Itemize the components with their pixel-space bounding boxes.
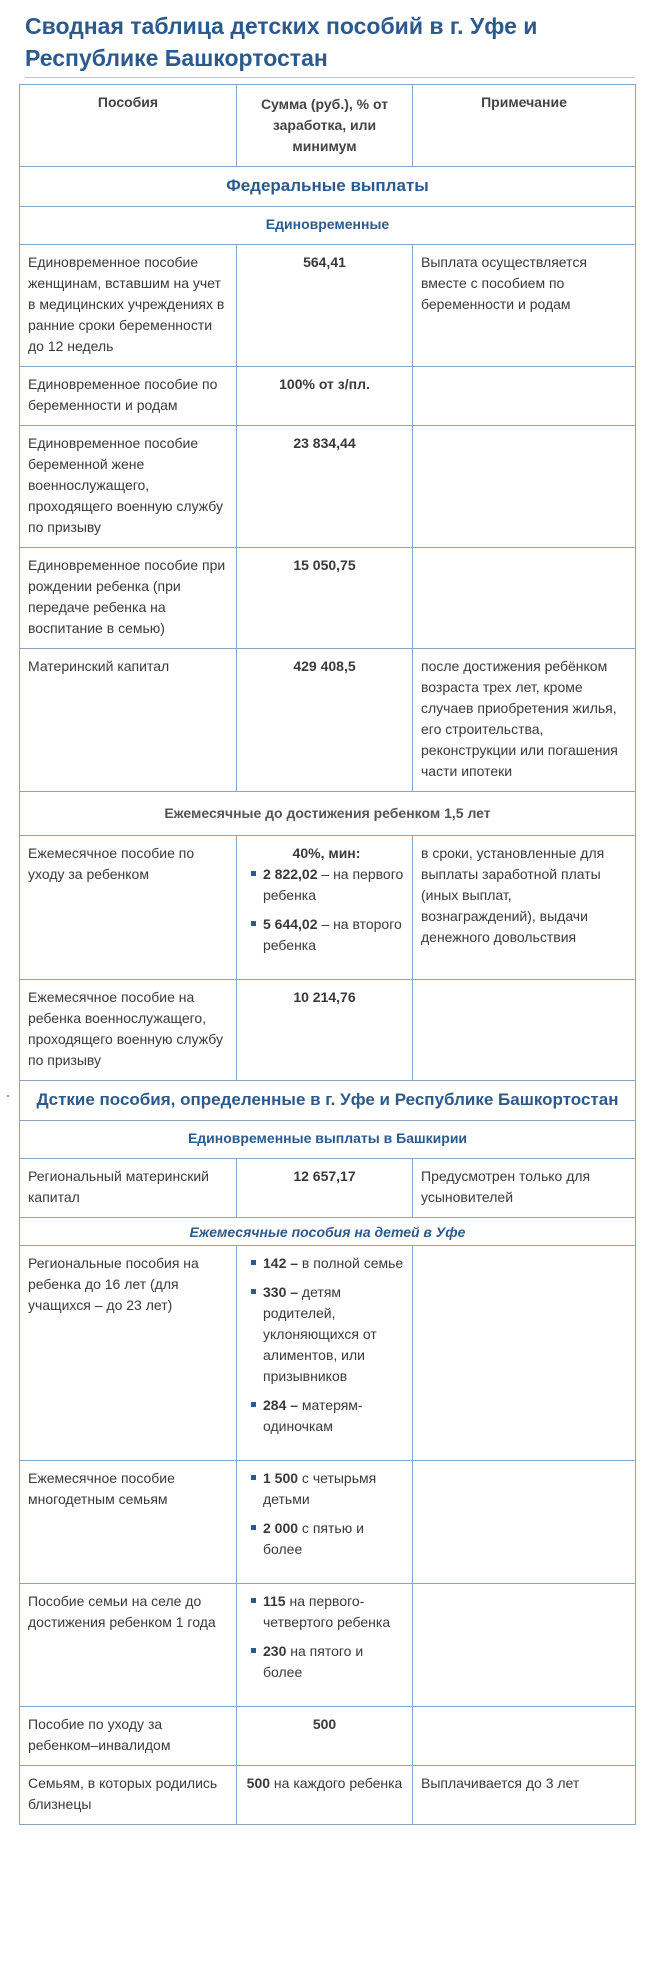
- benefit-amount: [237, 836, 413, 980]
- amount-text: с четырьмя детьми: [263, 1470, 377, 1507]
- subsection-title: Единовременные выплаты в Башкирии: [20, 1121, 636, 1159]
- subsection-federal-monthly: [20, 792, 636, 836]
- table-row: [20, 1766, 636, 1825]
- amount-text: – на второго ребенка: [263, 916, 402, 953]
- square-bullet-icon: [251, 871, 256, 876]
- benefit-note: после достижения ребёнком возраста трех лет, кроме случаев приобретения жилья, его строительства, реконструкции или погашения части ипотеки: [413, 649, 636, 792]
- table-row: [20, 1461, 636, 1584]
- amount-text: детям родителей, уклоняющихся от алиментов, или призывников: [263, 1284, 377, 1384]
- square-bullet-icon: [251, 1525, 256, 1530]
- benefit-note: Предусмотрен только для усыновителей: [413, 1159, 636, 1218]
- table-row: [20, 426, 636, 548]
- square-bullet-icon: [251, 1475, 256, 1480]
- list-item: [249, 1395, 404, 1437]
- amount-text: с пятью и более: [263, 1520, 364, 1557]
- square-bullet-icon: [251, 1260, 256, 1265]
- subsection-title: Ежемесячные до достижения ребенком 1,5 лет: [20, 792, 636, 836]
- table-row: [20, 367, 636, 426]
- square-bullet-icon: [251, 1402, 256, 1407]
- square-bullet-icon: [251, 921, 256, 926]
- benefit-name: Пособие семьи на селе до достижения ребенком 1 года: [20, 1584, 237, 1707]
- amount-text: в полной семье: [298, 1255, 404, 1271]
- table-row: [20, 1707, 636, 1766]
- list-item: [249, 1641, 404, 1683]
- benefit-amount: 429 408,5: [237, 649, 413, 792]
- benefit-name: Ежемесячное пособие на ребенка военнослужащего, проходящего военную службу по призыву: [20, 980, 237, 1081]
- square-bullet-icon: [251, 1648, 256, 1653]
- subsection-regional-monthly: [20, 1218, 636, 1246]
- benefit-note: Выплата осуществляется вместе с пособием по беременности и родам: [413, 245, 636, 367]
- amount-text: матерям-одиночкам: [263, 1397, 363, 1434]
- amount-list: [249, 1253, 404, 1437]
- benefit-note: Выплачивается до 3 лет: [413, 1766, 636, 1825]
- benefit-name: Региональный материнский капитал: [20, 1159, 237, 1218]
- benefit-name: Единовременное пособие по беременности и родам: [20, 367, 237, 426]
- header-amount: Сумма (руб.), % от заработка, или минимум: [237, 85, 413, 167]
- square-bullet-icon: [251, 1289, 256, 1294]
- benefit-name: Единовременное пособие беременной жене военнослужащего, проходящего военную службу по призыву: [20, 426, 237, 548]
- benefit-note: [413, 1584, 636, 1707]
- amount-value: 230: [263, 1643, 287, 1659]
- benefit-note: [413, 980, 636, 1081]
- table-row: [20, 1246, 636, 1461]
- list-item: [249, 1518, 404, 1560]
- amount-value: 142 –: [263, 1255, 299, 1271]
- section-regional: [20, 1081, 636, 1121]
- amount-value: 1 500: [263, 1470, 299, 1486]
- header-note: Примечание: [413, 85, 636, 167]
- benefit-name: Единовременное пособие женщинам, вставшим на учет в медицинских учреждениях в ранние сроки беременности до 12 недель: [20, 245, 237, 367]
- benefit-amount: 12 657,17: [237, 1159, 413, 1218]
- section-title: Федеральные выплаты: [20, 167, 636, 207]
- benefit-amount: 15 050,75: [237, 548, 413, 649]
- benefit-amount: [237, 1584, 413, 1707]
- benefit-amount: [237, 1461, 413, 1584]
- benefit-name: Единовременное пособие при рождении ребенка (при передаче ребенка на воспитание в семью): [20, 548, 237, 649]
- benefit-name: Региональные пособия на ребенка до 16 лет (для учащихся – до 23 лет): [20, 1246, 237, 1461]
- benefit-note: [413, 1246, 636, 1461]
- amount-list: [249, 1468, 404, 1560]
- benefit-amount: 564,41: [237, 245, 413, 367]
- table-row: [20, 1584, 636, 1707]
- table-row: [20, 548, 636, 649]
- amount-value: 500: [246, 1775, 271, 1791]
- benefit-name: Материнский капитал: [20, 649, 237, 792]
- stray-dot: [7, 1095, 9, 1097]
- amount-value: 284 –: [263, 1397, 299, 1413]
- benefit-amount: 500: [237, 1707, 413, 1766]
- table-row: [20, 1159, 636, 1218]
- section-title: Дсткие пособия, определенные в г. Уфе и Республике Башкортостан: [20, 1081, 636, 1121]
- header-row: [20, 85, 636, 167]
- amount-list: [249, 864, 404, 956]
- subsection-title: Ежемесячные пособия на детей в Уфе: [20, 1218, 636, 1246]
- list-item: [249, 1282, 404, 1387]
- benefit-note: [413, 426, 636, 548]
- benefits-table: [19, 84, 636, 1825]
- table-row: [20, 649, 636, 792]
- amount-lead: 40%, мин:: [292, 845, 361, 861]
- benefit-name: Пособие по уходу за ребенком–инвалидом: [20, 1707, 237, 1766]
- amount-text: на каждого ребенка: [270, 1775, 403, 1791]
- amount-value: 330 –: [263, 1284, 299, 1300]
- section-federal: [20, 167, 636, 207]
- benefit-note: [413, 367, 636, 426]
- benefit-note: [413, 1707, 636, 1766]
- benefit-note: [413, 548, 636, 649]
- benefit-name: Ежемесячное пособие многодетным семьям: [20, 1461, 237, 1584]
- amount-text: на пятого и более: [263, 1643, 364, 1680]
- header-name: Пособия: [20, 85, 237, 167]
- page-title: Сводная таблица детских пособий в г. Уфе и Республике Башкортостан: [25, 13, 538, 71]
- benefit-name: Семьям, в которых родились близнецы: [20, 1766, 237, 1825]
- amount-value: 2 000: [263, 1520, 299, 1536]
- benefit-amount: [237, 1766, 413, 1825]
- benefit-name: Ежемесячное пособие по уходу за ребенком: [20, 836, 237, 980]
- table-row: [20, 836, 636, 980]
- benefit-amount: 100% от з/пл.: [237, 367, 413, 426]
- list-item: [249, 864, 404, 906]
- title-divider: [25, 77, 635, 78]
- amount-value: 5 644,02: [263, 916, 318, 932]
- list-item: [249, 1591, 404, 1633]
- table-row: [20, 245, 636, 367]
- amount-text: – на первого ребенка: [263, 866, 404, 903]
- square-bullet-icon: [251, 1598, 256, 1603]
- list-item: [249, 914, 404, 956]
- benefit-amount: 23 834,44: [237, 426, 413, 548]
- amount-list: [249, 1591, 404, 1683]
- benefit-note: [413, 1461, 636, 1584]
- amount-text: на первого-четвертого ребенка: [263, 1593, 391, 1630]
- benefit-note: в сроки, установленные для выплаты заработной платы (иных выплат, вознаграждений), выдачи денежного довольствия: [413, 836, 636, 980]
- subsection-title: Единовременные: [20, 207, 636, 245]
- amount-value: 115: [263, 1593, 286, 1609]
- list-item: [249, 1253, 404, 1274]
- benefit-amount: 10 214,76: [237, 980, 413, 1081]
- subsection-regional-one-time: [20, 1121, 636, 1159]
- amount-value: 2 822,02: [263, 866, 318, 882]
- subsection-federal-one-time: [20, 207, 636, 245]
- benefit-amount: [237, 1246, 413, 1461]
- table-row: [20, 980, 636, 1081]
- list-item: [249, 1468, 404, 1510]
